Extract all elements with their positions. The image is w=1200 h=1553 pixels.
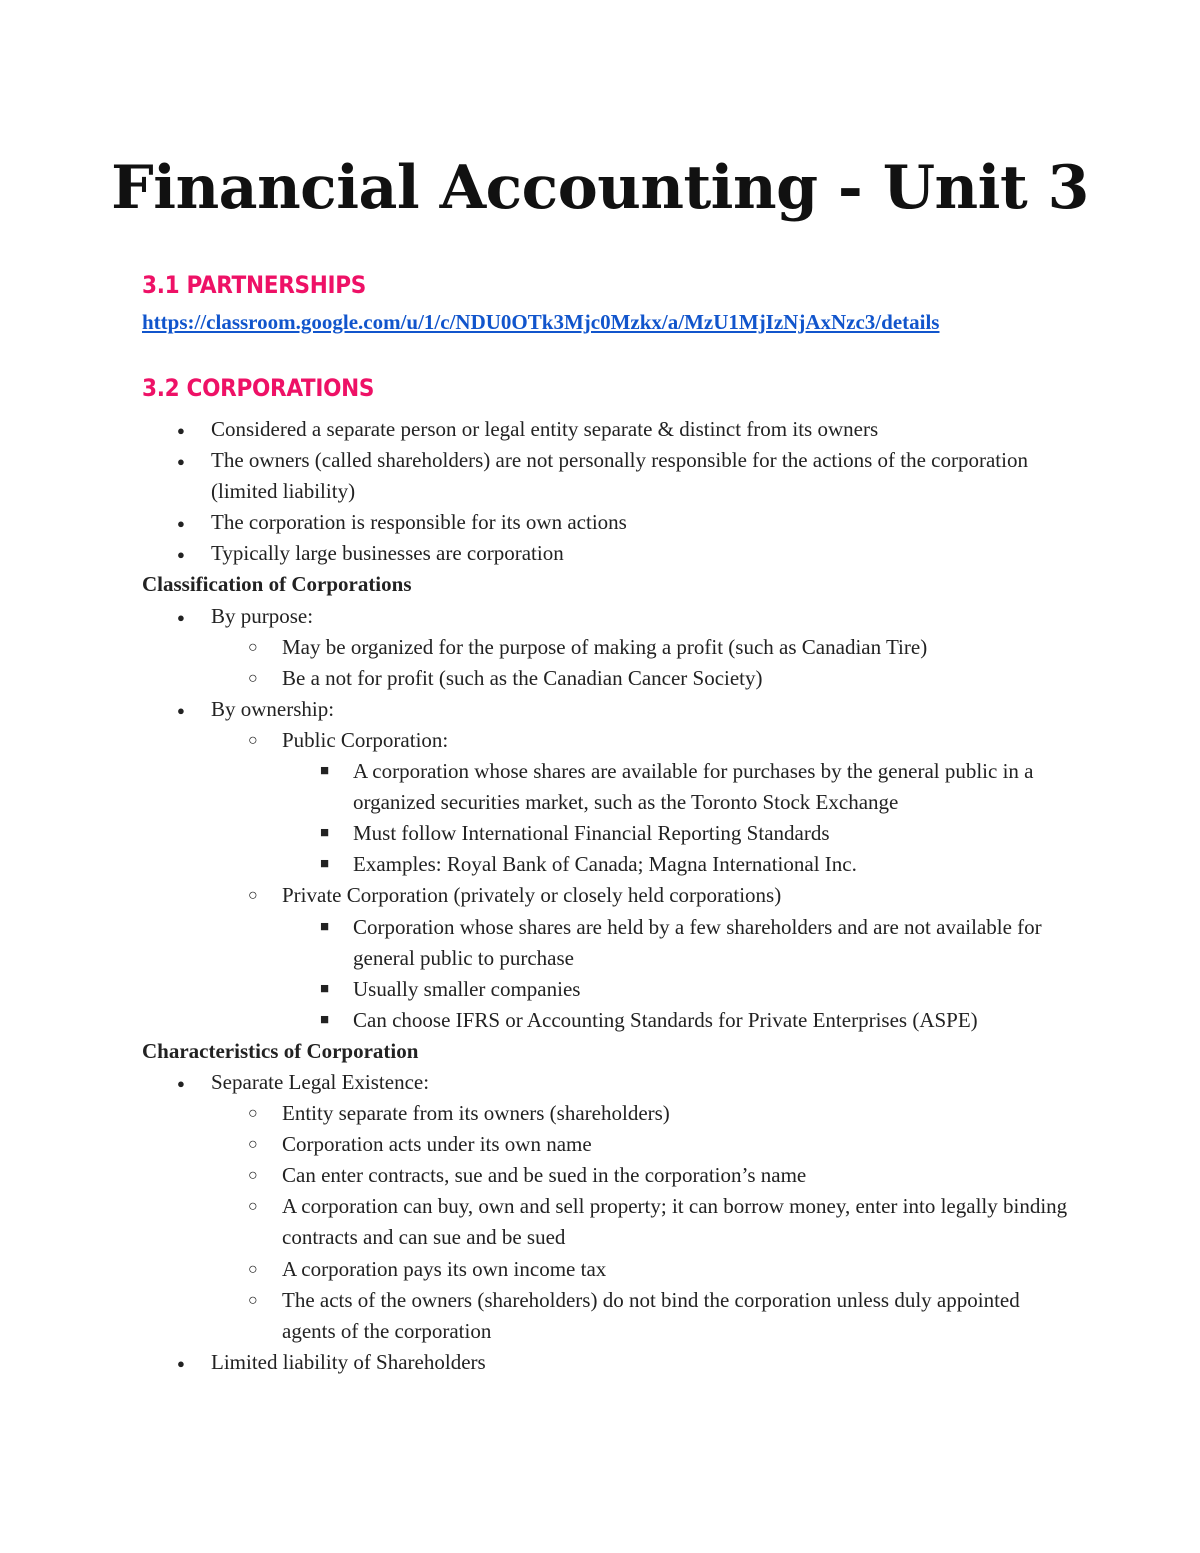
list-item: ■ Usually smaller companies: [282, 974, 1072, 1005]
page-title: Financial Accounting - Unit 3: [111, 153, 1089, 223]
list-item: ■ Corporation whose shares are held by a few shareholders and are not available for general public to purchase: [282, 912, 1072, 974]
list-item: ● By ownership: ○ Public Corporation: ■ A corporation whose shares are available for purchases by the general public in a organized securities market, such as the Toronto Stock Exchange ■ Must follow International Financial Reporting Standards ■ Examples: Royal Bank of Canada; Magna International Inc. ○ Private Corporation (privately or closely held corporations) ■ Corporation whose shares are held by a few shareholders and are not available for general public to purchase ■ Usually smaller companies ■ Can choose IFRS or Accounting Standards for Private Enterprises (ASPE): [142, 694, 1072, 1036]
characteristics-list: [142, 1067, 1072, 1378]
classification-heading: Classification of Corporations: [142, 572, 412, 597]
private-corp-sublist: [211, 912, 1072, 1036]
list-item: ○ May be organized for the purpose of making a profit (such as Canadian Tire): [211, 632, 1072, 663]
list-item: ■ Examples: Royal Bank of Canada; Magna International Inc.: [282, 849, 1072, 880]
list-item: ● Typically large businesses are corporation: [142, 538, 1072, 569]
ownership-sublist: [142, 725, 1072, 1036]
list-item: ○ The acts of the owners (shareholders) do not bind the corporation unless duly appointed agents of the corporation: [211, 1285, 1072, 1347]
list-item: ● Separate Legal Existence: ○ Entity separate from its owners (shareholders) ○ Corporation acts under its own name ○ Can enter contracts, sue and be sued in the corporation’s name ○ A corporation can buy, own and sell property; it can borrow money, enter into legally binding contracts and can sue and be sued ○ A corporation pays its own income tax ○ The acts of the owners (shareholders) do not bind the corporation unless duly appointed agents of the corporation: [142, 1067, 1072, 1347]
list-item: ● Limited liability of Shareholders: [142, 1347, 1072, 1378]
section-heading-corporations: 3.2 CORPORATIONS: [142, 374, 375, 402]
classification-list: [142, 601, 1072, 1036]
section-heading-partnerships: 3.1 PARTNERSHIPS: [142, 271, 367, 299]
list-item: ■ Can choose IFRS or Accounting Standards for Private Enterprises (ASPE): [282, 1005, 1072, 1036]
separate-existence-sublist: [142, 1098, 1072, 1347]
list-item: ○ A corporation pays its own income tax: [211, 1254, 1072, 1285]
purpose-sublist: [142, 632, 1072, 694]
list-item: ■ Must follow International Financial Reporting Standards: [282, 818, 1072, 849]
list-item: ○ Can enter contracts, sue and be sued in the corporation’s name: [211, 1160, 1072, 1191]
list-item: ● The owners (called shareholders) are not personally responsible for the actions of the corporation (limited liability): [142, 445, 1072, 507]
list-item: ○ Entity separate from its owners (shareholders): [211, 1098, 1072, 1129]
public-corp-sublist: [211, 756, 1072, 880]
list-item: ● By purpose: ○ May be organized for the purpose of making a profit (such as Canadian Tire) ○ Be a not for profit (such as the Canadian Cancer Society): [142, 601, 1072, 694]
list-item: ■ A corporation whose shares are available for purchases by the general public in a organized securities market, such as the Toronto Stock Exchange: [282, 756, 1072, 818]
characteristics-heading: Characteristics of Corporation: [142, 1038, 419, 1063]
list-item: ○ Public Corporation: ■ A corporation whose shares are available for purchases by the general public in a organized securities market, such as the Toronto Stock Exchange ■ Must follow International Financial Reporting Standards ■ Examples: Royal Bank of Canada; Magna International Inc.: [211, 725, 1072, 880]
list-item: ○ Corporation acts under its own name: [211, 1129, 1072, 1160]
classroom-link[interactable]: https://classroom.google.com/u/1/c/NDU0OTk3Mjc0Mzkx/a/MzU1MjIzNjAxNzc3/details: [142, 310, 940, 334]
corporations-body: [142, 414, 1072, 1378]
intro-list: [142, 414, 1072, 569]
list-item: ○ A corporation can buy, own and sell property; it can borrow money, enter into legally binding contracts and can sue and be sued: [211, 1191, 1072, 1253]
list-item: ● Considered a separate person or legal entity separate & distinct from its owners: [142, 414, 1072, 445]
list-item: ○ Be a not for profit (such as the Canadian Cancer Society): [211, 663, 1072, 694]
list-item: ○ Private Corporation (privately or closely held corporations) ■ Corporation whose shares are held by a few shareholders and are not available for general public to purchase ■ Usually smaller companies ■ Can choose IFRS or Accounting Standards for Private Enterprises (ASPE): [211, 880, 1072, 1035]
list-item: ● The corporation is responsible for its own actions: [142, 507, 1072, 538]
